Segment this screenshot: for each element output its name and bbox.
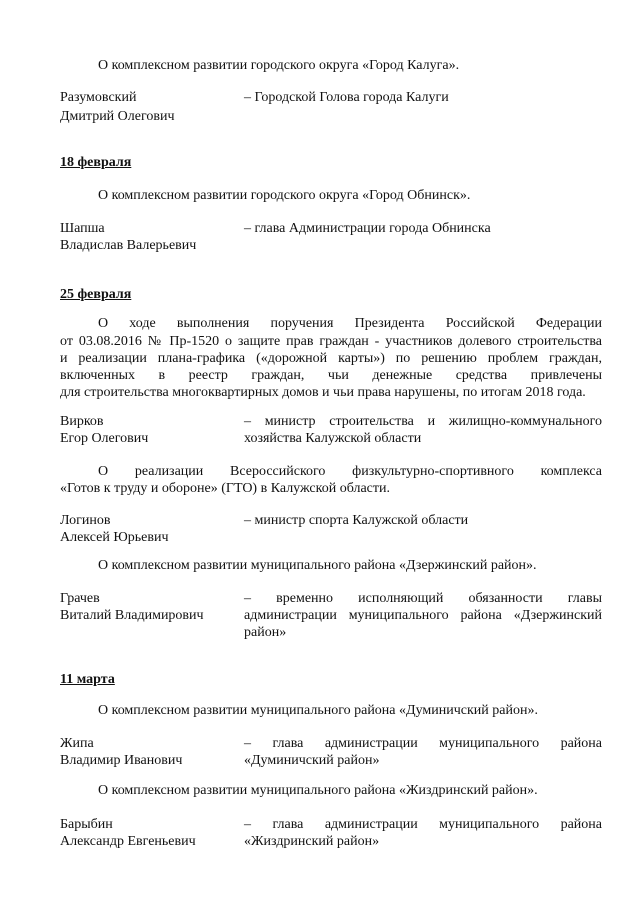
agenda-topic: О комплексном развитии городского округа «Город Обнинск». [98,188,471,203]
speaker-position: – временно исполняющий обязанности главы [244,591,602,606]
speaker-position: – глава Администрации города Обнинска [244,221,491,236]
speaker-surname: Шапша [60,221,105,236]
speaker-position: – министр строительства и жилищно-коммунального [244,414,602,429]
speaker-position: хозяйства Калужской области [244,431,422,446]
agenda-topic-line: О ходе выполнения поручения Президента Российской Федерации [98,316,602,331]
agenda-topic: О комплексном развитии муниципального района «Жиздринский район». [98,783,538,798]
speaker-surname: Грачев [60,591,100,606]
speaker-given-name: Владимир Иванович [60,753,183,768]
agenda-topic: О комплексном развитии городского округа «Город Калуга». [98,58,460,73]
speaker-position: администрации муниципального района «Дзержинский [244,608,602,623]
speaker-given-name: Егор Олегович [60,431,149,446]
speaker-surname: Жипа [60,736,94,751]
speaker-surname: Вирков [60,414,104,429]
agenda-topic-line: включенных в реестр граждан, чьи денежные средства привлечены [60,368,602,383]
speaker-given-name: Александр Евгеньевич [60,834,196,849]
speaker-position: – глава администрации муниципального района [244,817,602,832]
speaker-position: – министр спорта Калужской области [244,513,469,528]
agenda-topic: О комплексном развитии муниципального района «Дзержинский район». [98,558,537,573]
speaker-position: – глава администрации муниципального района [244,736,602,751]
speaker-position: «Думиничский район» [244,753,380,768]
speaker-given-name: Виталий Владимирович [60,608,204,623]
meeting-date: 11 марта [60,672,115,687]
agenda-topic-line: О реализации Всероссийского физкультурно-спортивного комплекса [98,464,602,479]
speaker-surname: Барыбин [60,817,113,832]
meeting-date: 18 февраля [60,155,132,170]
agenda-topic: О комплексном развитии муниципального района «Думиничский район». [98,703,538,718]
speaker-position: – Городской Голова города Калуги [244,90,449,105]
speaker-given-name: Алексей Юрьевич [60,530,169,545]
speaker-position: район» [244,625,287,640]
agenda-topic-line: «Готов к труду и обороне» (ГТО) в Калужской области. [60,481,391,496]
agenda-topic-line: для строительства многоквартирных домов и чьи права нарушены, по итогам 2018 года. [60,385,586,400]
speaker-position: «Жиздринский район» [244,834,380,849]
meeting-date: 25 февраля [60,287,132,302]
speaker-given-name: Владислав Валерьевич [60,238,197,253]
speaker-surname: Разумовский [60,90,137,105]
speaker-surname: Логинов [60,513,111,528]
agenda-topic-line: и реализации плана-графика («дорожной карты») по решению проблем граждан, [60,351,602,366]
agenda-topic-line: от 03.08.2016 № Пр-1520 о защите прав граждан - участников долевого строительства [60,334,602,349]
speaker-given-name: Дмитрий Олегович [60,109,175,124]
